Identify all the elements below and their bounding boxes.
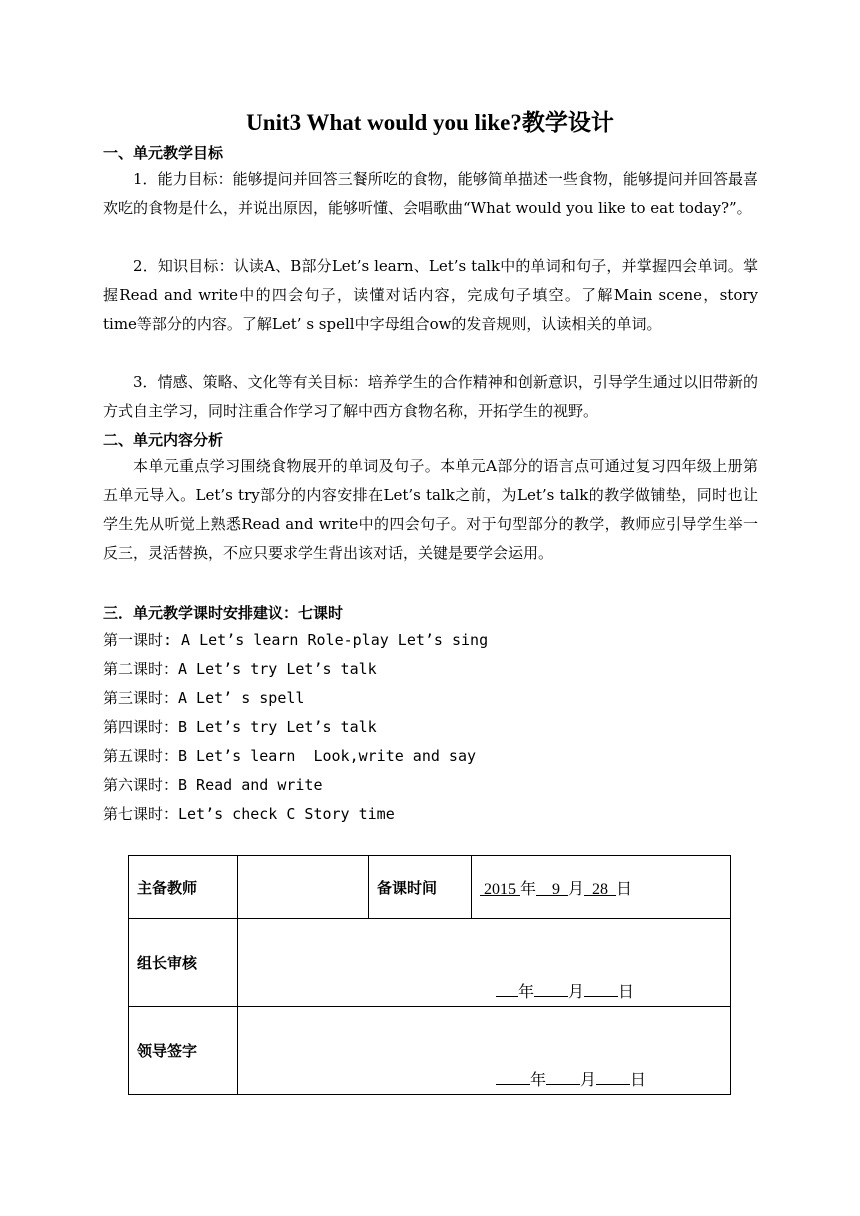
blank-month <box>546 1070 580 1085</box>
month-char: 月 <box>568 880 585 898</box>
blank-year <box>496 1070 530 1085</box>
prep-month: 9 <box>552 880 561 898</box>
prep-time-label: 备课时间 <box>369 856 472 919</box>
director-date-line[interactable]: 年 月 日 <box>238 1007 731 1095</box>
lesson-item: 第七课时：Let’s check C Story time <box>103 805 395 823</box>
paragraph-emotion-goal: 3．情感、策略、文化等有关目标：培养学生的合作精神和创新意识，引导学生通过以旧带新的方式自主学习，同时注重合作学习了解中西方食物名称，开拓学生的视野。 <box>103 373 758 420</box>
blank-day <box>584 982 618 997</box>
lesson-item: 第三课时：A Let’ s spell <box>103 689 305 707</box>
section-heading-goals: 一、单元教学目标 <box>103 144 224 162</box>
year-char: 年 <box>520 880 537 898</box>
lesson-item: 第二课时：A Let’s try Let’s talk <box>103 660 377 678</box>
lesson-item: 第一课时: A Let’s learn Role-play Let’s sing <box>103 631 489 649</box>
lesson-item: 第六课时：B Read and write <box>103 776 323 794</box>
director-label: 领导签字 <box>129 1007 238 1095</box>
page-title: Unit3 What would you like?教学设计 <box>246 110 614 135</box>
lesson-item: 第五课时：B Let’s learn Look,write and say <box>103 747 477 765</box>
paragraph-knowledge-goal: 2．知识目标：认读A、B部分Let’s learn、Let’s talk中的单词和句子，并掌握四会单词。掌握Read and write中的四会句子，读懂对话内容，完成句子填空。了解Main scene，story time等部分的内容。了解Let’ s spell中字母组合ow的发音规则，认读相关的单词。 <box>103 257 758 333</box>
teacher-value[interactable] <box>238 856 369 919</box>
prep-date[interactable] <box>472 856 731 919</box>
teacher-label: 主备教师 <box>129 856 238 919</box>
blank-year <box>496 982 518 997</box>
approval-table <box>128 855 731 1095</box>
day-char: 日 <box>616 880 633 898</box>
prep-year: 2015 <box>484 880 516 898</box>
blank-day <box>596 1070 630 1085</box>
section-heading-analysis: 二、单元内容分析 <box>103 431 224 449</box>
paragraph-content-analysis: 本单元重点学习围绕食物展开的单词及句子。本单元A部分的语言点可通过复习四年级上册第五单元导入。Let’s try部分的内容安排在Let’s talk之前，为Let’s talk的教学做铺垫，同时也让学生先从听觉上熟悉Read and write中的四会句子。对于句型部分的教学，教师应引导学生举一反三，灵活替换，不应只要求学生背出该对话，关键是要学会运用。 <box>103 457 758 562</box>
lesson-item: 第四课时：B Let’s try Let’s talk <box>103 718 377 736</box>
leader-label: 组长审核 <box>129 919 238 1007</box>
section-heading-schedule: 三．单元教学课时安排建议：七课时 <box>103 604 344 622</box>
blank-month <box>534 982 568 997</box>
prep-day: 28 <box>592 880 609 898</box>
paragraph-ability-goal: 1．能力目标：能够提问并回答三餐所吃的食物，能够简单描述一些食物，能够提问并回答最喜欢吃的食物是什么，并说出原因，能够听懂、会唱歌曲“What would you like to eat today?”。 <box>103 170 758 217</box>
leader-date-line[interactable]: 年 月 日 <box>238 919 731 1007</box>
